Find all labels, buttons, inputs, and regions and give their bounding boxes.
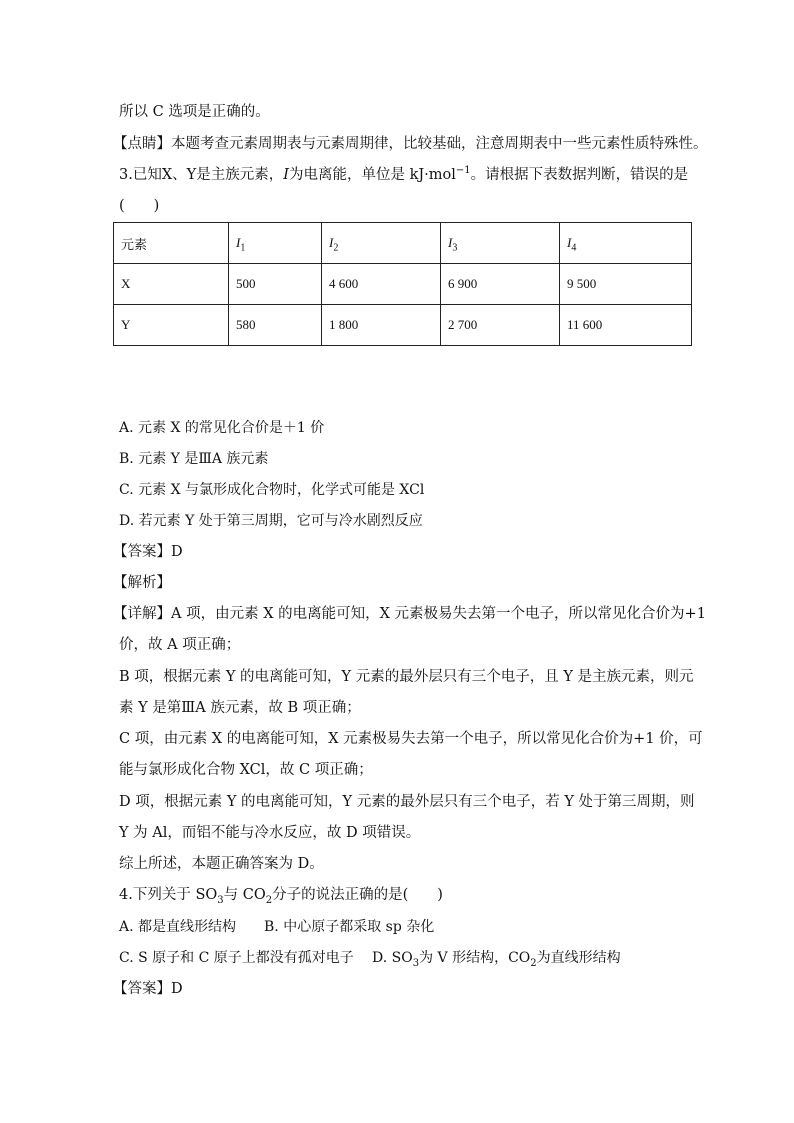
table-row bbox=[114, 264, 692, 305]
table-cell: 6 900 bbox=[441, 264, 560, 305]
previous-conclusion: 所以 C 选项是正确的。 bbox=[119, 104, 270, 120]
option-c: C. S 原子和 C 原子上都没有孤对电子 bbox=[119, 950, 354, 966]
table-cell: 9 500 bbox=[560, 264, 692, 305]
table-cell: 1 800 bbox=[322, 305, 441, 346]
answer-label: 【答案】D bbox=[113, 981, 183, 997]
table-header: $I_4$ bbox=[560, 223, 692, 264]
table-cell: 500 bbox=[229, 264, 322, 305]
table-cell: Y bbox=[114, 305, 229, 346]
analysis-label: 【解析】 bbox=[113, 575, 171, 591]
table-cell: X bbox=[114, 264, 229, 305]
detail-paragraph: B 项，根据元素 Y 的电离能可知，Y 元素的最外层只有三个电子，且 Y 是主族元素，则元 bbox=[119, 669, 694, 685]
detail-paragraph: 素 Y 是第ⅢA 族元素，故 B 项正确； bbox=[119, 700, 361, 716]
comment-note: 【点睛】本题考查元素周期表与元素周期律，比较基础，注意周期表中一些元素性质特殊性。 bbox=[113, 136, 708, 152]
detail-paragraph: 能与氯形成化合物 XCl，故 C 项正确； bbox=[119, 762, 373, 778]
table-header-row bbox=[114, 223, 692, 264]
option-b: B. 元素 Y 是ⅢA 族元素 bbox=[119, 451, 269, 467]
table-row bbox=[114, 305, 692, 346]
answer-paren: ( ) bbox=[119, 198, 160, 214]
ionization-energy-table bbox=[113, 222, 692, 346]
option-a-b: A. 都是直线形结构 B. 中心原子都采取 sp 杂化 bbox=[119, 919, 435, 935]
question-3-stem: 3.已知X、Y是主族元素，I为电离能，单位是 kJ·mol$^{-1}$。请根据下表数据判断，错误的是 bbox=[119, 165, 689, 183]
table-cell: 4 600 bbox=[322, 264, 441, 305]
detail-paragraph: 【详解】A 项，由元素 X 的电离能可知，X 元素极易失去第一个电子，所以常见化合价为+1 bbox=[113, 606, 706, 622]
summary-line: 综上所述，本题正确答案为 D。 bbox=[119, 856, 324, 872]
detail-paragraph: 价，故 A 项正确； bbox=[119, 637, 241, 653]
detail-paragraph: D 项，根据元素 Y 的电离能可知，Y 元素的最外层只有三个电子，若 Y 处于第三周期，则 bbox=[119, 794, 695, 810]
table-header: 元素 bbox=[114, 223, 229, 264]
option-a: A. 元素 X 的常见化合价是＋1 价 bbox=[119, 420, 325, 436]
table-cell: 11 600 bbox=[560, 305, 692, 346]
option-c: C. 元素 X 与氯形成化合物时，化学式可能是 XCl bbox=[119, 482, 425, 498]
table-header: $I_3$ bbox=[441, 223, 560, 264]
table-cell: 580 bbox=[229, 305, 322, 346]
option-d: D. $SO_3$为 V 形结构，$CO_2$为直线形结构 bbox=[372, 950, 621, 969]
option-d: D. 若元素 Y 处于第三周期，它可与冷水剧烈反应 bbox=[119, 513, 423, 529]
question-4-stem: 4.下列关于 $SO_3$与 $CO_2$分子的说法正确的是( ) bbox=[119, 887, 443, 906]
table-header: $I_1$ bbox=[229, 223, 322, 264]
table-header: $I_2$ bbox=[322, 223, 441, 264]
table-cell: 2 700 bbox=[441, 305, 560, 346]
answer-label: 【答案】D bbox=[113, 544, 183, 560]
detail-paragraph: Y 为 Al，而铝不能与冷水反应，故 D 项错误。 bbox=[119, 825, 421, 841]
detail-paragraph: C 项，由元素 X 的电离能可知，X 元素极易失去第一个电子，所以常见化合价为+1 价，可 bbox=[119, 731, 703, 747]
